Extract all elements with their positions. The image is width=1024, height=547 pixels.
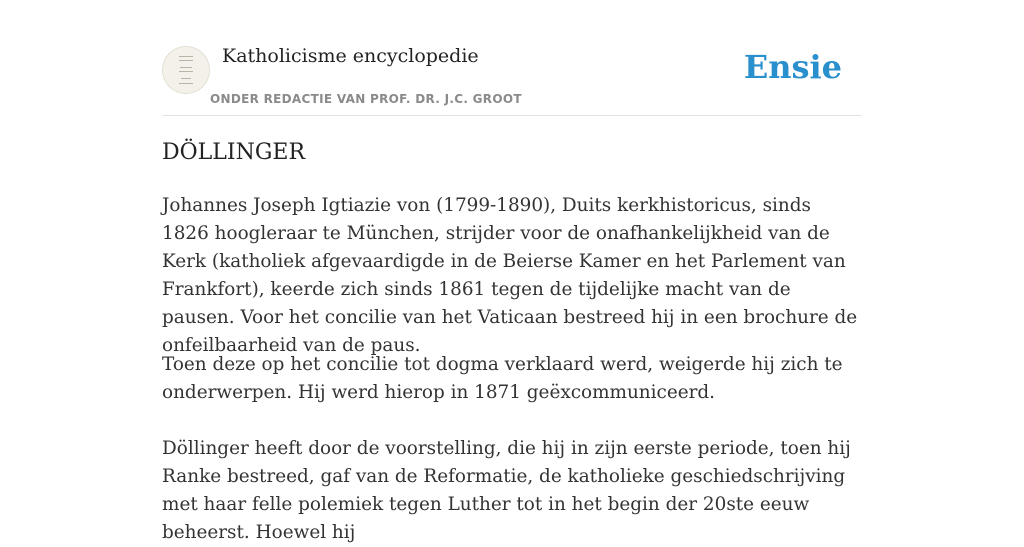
cover-decoration: [180, 67, 192, 68]
book-cover-thumbnail[interactable]: [162, 46, 210, 94]
editor-credit: ONDER REDACTIE VAN PROF. DR. J.C. GROOT: [210, 92, 522, 106]
article-paragraph: Toen deze op het concilie tot dogma verklaard werd, weigerde hij zich te onderwerpen. Hij werd hierop in 1871 geëxcommuniceerd.: [162, 354, 843, 403]
publication-header: [162, 0, 862, 116]
cover-decoration: [181, 78, 191, 79]
ensie-logo-link[interactable]: Ensie: [743, 48, 842, 86]
content-container: [162, 0, 862, 543]
article-paragraph: Döllinger heeft door de voorstelling, die hij in zijn eerste periode, toen hij Ranke bestreed, gaf van de Reformatie, de katholieke geschiedschrijving met haar felle polemiek tegen Luther tot in het begin der 20ste eeuw beheerst. Hoewel hij: [162, 438, 851, 543]
cover-decoration: [179, 71, 193, 72]
article-paragraph: Johannes Joseph Igtiazie von (1799-1890), Duits kerkhistoricus, sinds 1826 hoogleraar te München, strijder voor de onafhankelijkheid van de Kerk (katholiek afgevaardigde in de Beierse Kamer en het Parlement van Frankfort), keerde zich sinds 1861 tegen de tijdelijke macht van de pausen. Voor het concilie van het Vaticaan bestreed hij in een brochure de onfeilbaarheid van de paus.: [162, 195, 858, 356]
publication-title-link[interactable]: Katholicisme encyclopedie: [222, 45, 479, 67]
cover-decoration: [179, 56, 193, 57]
cover-decoration: [179, 60, 193, 61]
cover-decoration: [179, 83, 193, 84]
article-headword: DÖLLINGER: [162, 140, 306, 165]
